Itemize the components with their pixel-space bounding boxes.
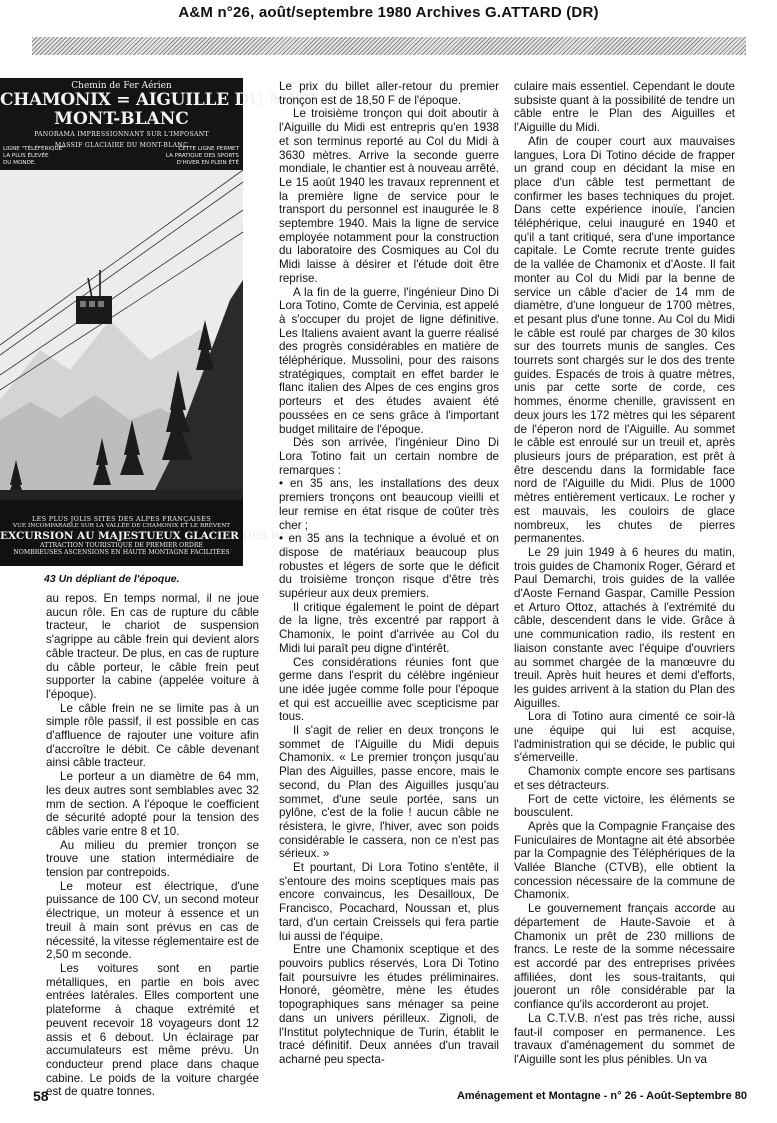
hatched-band [32, 37, 746, 55]
paragraph: au repos. En temps normal, il ne joue aucun rôle. En cas de rupture du câble tracteur, le chariot de suspension s'agrippe au câble frein qui devient alors câble tracteur. De plus, en cas de rupture du câble porteur, le câble frein peut supporter la cabine (appelée voiture à l'époque). [46, 592, 259, 701]
poster-side-note-right [166, 146, 239, 167]
poster-side-note-left [3, 146, 65, 167]
page-header: A&M n°26, août/septembre 1980 Archives G.ATTARD (DR) [178, 4, 599, 21]
poster-title: CHAMONIX = AIGUILLE DU MIDI [0, 90, 318, 110]
paragraph: Le troisième tronçon qui doit aboutir à l'Aiguille du Midi est entrepris qu'en 1938 et son terminus reporté au Col du Midi à 3630 mètres. Arrive la seconde guerre mondiale, le chantier est à nouveau arrêté. Le 15 août 1940 les travaux reprennent et la première ligne de service pour le transport du personnel est inaugurée le 8 septembre 1940. Mais la ligne de service employée notamment pour la construction du laboratoire des Cosmiques au Col du Midi laisse à désirer et l'étude doit être reprise. [279, 107, 499, 285]
figure-caption: 43 Un dépliant de l'époque. [44, 573, 180, 585]
poster-side-line: CETTE LIGNE PERMET [178, 146, 239, 152]
paragraph: Le moteur est électrique, d'une puissance de 100 CV, un second moteur électrique, un moteur à essence et un treuil à main sont prévus en cas de nécessité, la vitesse réglementaire est de 2,50 m seconde. [46, 879, 259, 962]
paragraph: A la fin de la guerre, l'ingénieur Dino Di Lora Totino, Comte de Cervinia, est appelé à s'occuper du projet de ligne définitive. Les Italiens avaient avant la guerre réalisé des progrès considérables en matière de téléphérique. Mussolini, pour des raisons stratégiques, comptait en effet barder le flanc italien des Alpes de ces engins gros porteurs et des études avaient été poussées en ce sens grâce à l'important budget militaire de l'époque. [279, 285, 499, 436]
paragraph: Chamonix compte encore ses partisans et ses détracteurs. [514, 765, 735, 792]
poster-footer-block [0, 512, 331, 566]
paragraph: Et pourtant, Di Lora Totino s'entête, il s'entoure des moins sceptiques mais pas encore convaincus, les Desailloux, De Francisco, Pocachard, Noussan et, plus tard, d'un certain Creissels qui fera partie lui aussi de l'équipe. [279, 861, 499, 943]
paragraph: Après que la Compagnie Française des Funiculaires de Montagne ait été absorbée par la Compagnie des Téléphériques de la Vallée Blanche (CTVB), elle obtient la concession nécessaire de la commune de Chamonix. [514, 819, 735, 902]
paragraph: La C.T.V.B. n'est pas très riche, aussi faut-il composer en permanence. Les travaux d'aménagement du sommet de l'Aiguille sont les plus pénibles. Un va [514, 1011, 735, 1066]
poster-side-line: LA PRATIQUE DES SPORTS [165, 153, 239, 159]
page-footer: Aménagement et Montagne - n° 26 - Août-Septembre 80 [456, 1090, 747, 1102]
poster-line: NOMBREUSES ASCENSIONS EN HAUTE MONTAGNE FACILITÉES [13, 549, 230, 556]
paragraph: Le câble frein ne se limite pas à un simple rôle passif, il est possible en cas d'affluence de rajouter une voiture afin d'accroître le débit. Ce câble devenant ainsi câble tracteur. [46, 701, 259, 770]
poster-line: Chemin de Fer Aérien [71, 81, 172, 91]
poster-side-line: LA PLUS ÉLEVÉE [3, 153, 49, 159]
poster-line: VUE INCOMPARABLE SUR LA VALLÉE DE CHAMONIX ET LE BRÉVENT [12, 523, 231, 529]
paragraph: Au milieu du premier tronçon se trouve une station intermédiaire de tension par contrepoids. [46, 838, 259, 880]
paragraph: Ces considérations réunies font que germe dans l'esprit du célèbre ingénieur une idée jugée comme folle pour l'époque et qui est accueillie avec scepticisme par tous. [279, 655, 499, 724]
paragraph: Le porteur a un diamètre de 64 mm, les deux autres sont semblables avec 32 mm de section. A l'époque le coefficient de sécurité adopté pour la tension des câbles varie entre 8 et 10. [46, 770, 259, 838]
paragraph: Le prix du billet aller-retour du premier tronçon est de 18,50 F de l'époque. [279, 80, 499, 107]
poster-line: PANORAMA IMPRESSIONNANT SUR L'IMPOSANT [34, 131, 209, 138]
text-column-2 [279, 80, 499, 1067]
paragraph: Lora di Totino aura cimenté ce soir-là une équipe qui lui est acquise, l'administration qui se décide, le public qui s'émerveille. [514, 710, 735, 765]
paragraph: Entre une Chamonix sceptique et des pouvoirs publics réservés, Lora Di Totino fait poursuivre les études préliminaires. Honoré, géomètre, mène les études topographiques sans ménager sa peine dans un univers périlleux. Zignoli, de l'Institut polytechnique de Turin, établit le tracé définitif. Deux années d'un travail acharné peu specta- [279, 943, 499, 1066]
bullet-item: • en 35 ans la technique a évolué et on dispose de matériaux beaucoup plus robustes et légers de sorte que le déficit du troisième tronçon risque d'être très supérieur aux deux premiers. [279, 532, 499, 601]
poster-line: MASSIF GLACIAIRE DU MONT-BLANC [54, 142, 189, 149]
poster-side-line: DU MONDE. [3, 160, 37, 166]
paragraph: Les voitures sont en partie métalliques, en partie en bois avec entrées latérales. Elles comportent une plateforme à chaque extrémité et peuvent recevoir 18 voyageurs dont 12 assis et 6 debout. Un éclairage par accumulateurs est même prévu. Un conducteur prend place dans chaque cabine. Le poids de la voiture chargée est de quatre tonnes. [46, 961, 259, 1099]
poster-illustration [0, 78, 331, 566]
paragraph: Le gouvernement français accorde au département de Haute-Savoie et à Chamonix un prêt de 230 millions de francs. Le reste de la somme nécessaire est accordé par des entreprises privées affiliées, dont les sous-traitants, qui joueront un rôle considérable par la confiance qu'ils accorderont au projet. [514, 902, 735, 1012]
text-column-1 [46, 592, 259, 1099]
paragraph: Dès son arrivée, l'ingénieur Dino Di Lora Totino fait un certain nombre de remarques : [279, 436, 499, 477]
paragraph: culaire mais essentiel. Cependant le doute subsiste quant à la possibilité de tendre un câble entre le Plan des Aiguilles et l'Aiguille du Midi. [514, 80, 735, 135]
poster-side-line: LIGNE "TÉLÉFÉRIQUE" [3, 146, 65, 152]
paragraph: Afin de couper court aux mauvaises langues, Lora Di Totino décide de frapper un grand coup en décidant la mise en place d'un câble test permettant de confirmer les bases techniques du projet. Dans cette expérience inouïe, l'ancien téléphérique, celui inauguré en 1940 et qu'il a tant critiqué, sera d'une importance capitale. Le Comte recrute trente guides de la vallée de Chamonix et d'Aoste. Il fait monter au Col du Midi par la benne de service un câble d'acier de 14 mm de diamètre, d'une longueur de 1700 mètres, et pesant plus d'une tonne. Au Col du Midi le câble est roulé par charges de 30 kilos sur des tourrets munis de sangles. Ces tourrets sont chargés sur le dos des trente guides. Espacés de trois à quatre mètres, unis par cette sorte de corde, ces hommes, énorme chenille, gravissent en deux jours les 172 mètres qui les séparent de l'éperon nord de l'Aiguille. Au sommet le câble est enroulé sur un treuil et, après plusieurs jours de préparation, est prêt à être descendu dans la formidable face nord de l'Aiguille du Midi. Plus de 1000 mètres entièrement verticaux. Le rocher y est mauvais, les couloirs de glace nombreux, les chutes de pierres permanentes. [514, 134, 735, 546]
page-number: 58 [33, 1088, 49, 1104]
cable-car-scene [0, 170, 243, 500]
poster-subtitle: MONT-BLANC [54, 109, 189, 129]
poster-line: ATTRACTION TOURISTIQUE DE PREMIER ORDRE [39, 542, 204, 549]
paragraph: Il s'agit de relier en deux tronçons le sommet de l'Aiguille du Midi depuis Chamonix. « Le premier tronçon jusqu'au Plan des Aiguilles, passe encore, mais le second, du Plan des Aiguilles jusqu'au sommet, d'une seule portée, sans un pylône, c'est de la folie ! aucun câble ne résistera, le givre, l'hiver, avec son poids considérable le cassera, non ce n'est pas sérieux. » [279, 724, 499, 861]
bullet-item: • en 35 ans, les installations des deux premiers tronçons ont beaucoup vieilli et leur remise en état risque de coûter très cher ; [279, 477, 499, 532]
poster-line: EXCURSION AU MAJESTUEUX GLACIER DES BOSSONS [0, 530, 331, 542]
paragraph: Fort de cette victoire, les éléments se bousculent. [514, 792, 735, 820]
text-column-3 [514, 80, 735, 1067]
poster-line: LES PLUS JOLIS SITES DES ALPES FRANÇAISES [32, 515, 211, 523]
poster-side-line: D'HIVER EN PLEIN ÉTÉ [176, 160, 239, 166]
paragraph: Le 29 juin 1949 à 6 heures du matin, trois guides de Chamonix Roger, Gérard et Paul Demarchi, trois guides de la vallée d'Aoste Fernand Gaspar, Camille Pession et Arturo Ottoz, attachés à l'extrémité du câble, descendent dans le vide. Grâce à une communication radio, ils restent en liaison constante avec l'équipe d'ouvriers au sommet chargée de la manœuvre du treuil. Après huit heures et demi d'efforts, les guides arrivent à la station du Plan des Aiguilles. [514, 545, 735, 710]
paragraph: Il critique également le point de départ de la ligne, très excentré par rapport à Chamonix, le point d'arrivée au Col du Midi lui paraît peu digne d'intérêt. [279, 600, 499, 655]
